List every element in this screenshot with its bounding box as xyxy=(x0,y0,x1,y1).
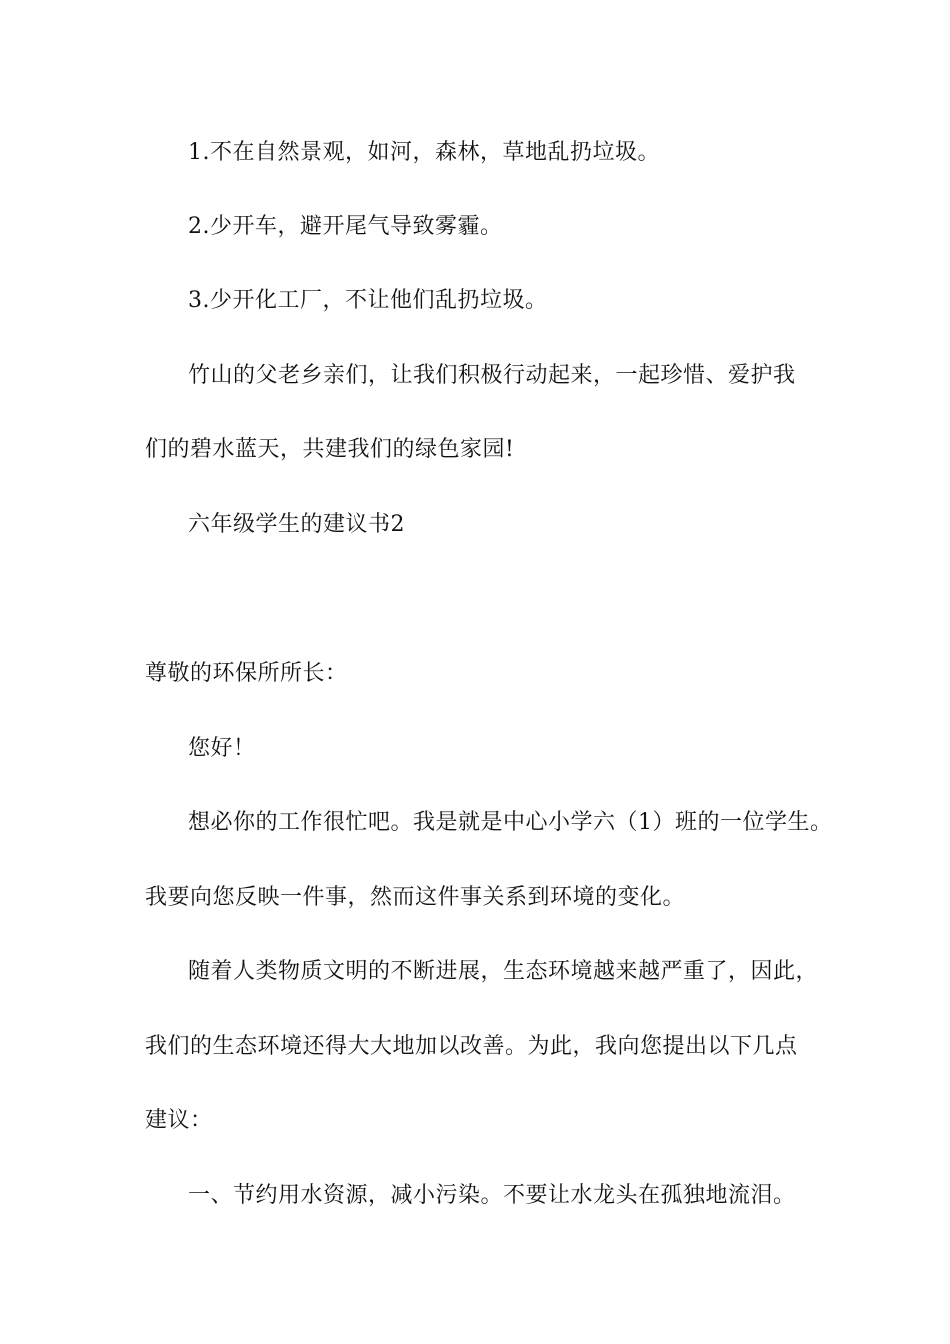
paragraph-line: 建议： xyxy=(145,1108,213,1133)
paragraph-line: 我们的生态环境还得大大地加以改善。为此，我向您提出以下几点 xyxy=(145,1034,798,1059)
list-item-3: 3.少开化工厂，不让他们乱扔垃圾。 xyxy=(188,288,548,313)
paragraph-line: 我要向您反映一件事，然而这件事关系到环境的变化。 xyxy=(145,885,686,910)
paragraph-line: 竹山的父老乡亲们，让我们积极行动起来，一起珍惜、爱护我 xyxy=(188,363,796,388)
list-item-suggestion-1: 一、节约用水资源，减小污染。不要让水龙头在孤独地流泪。 xyxy=(188,1183,796,1208)
salutation: 尊敬的环保所所长： xyxy=(145,661,348,686)
list-item-2: 2.少开车，避开尾气导致雾霾。 xyxy=(188,214,503,239)
paragraph-line: 想必你的工作很忙吧。我是就是中心小学六（1）班的一位学生。 xyxy=(188,810,833,835)
paragraph-line: 随着人类物质文明的不断进展，生态环境越来越严重了，因此， xyxy=(188,959,819,984)
greeting: 您好！ xyxy=(188,736,256,761)
paragraph-line: 们的碧水蓝天，共建我们的绿色家园! xyxy=(145,437,515,462)
section-title: 六年级学生的建议书2 xyxy=(188,512,405,537)
list-item-1: 1.不在自然景观，如河，森林，草地乱扔垃圾。 xyxy=(188,140,660,165)
